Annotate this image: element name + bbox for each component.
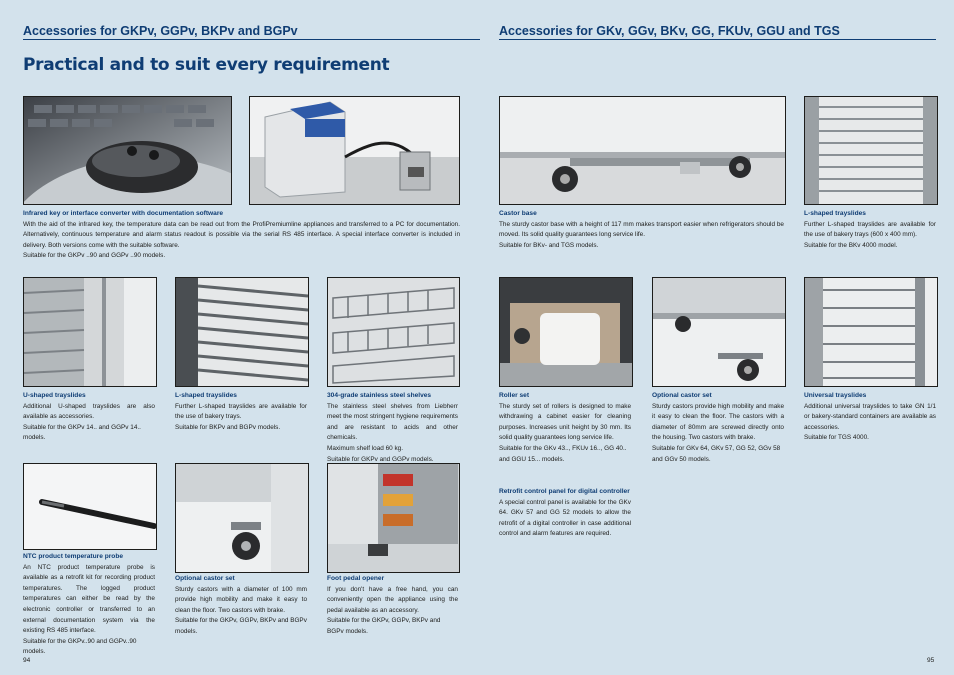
infrared-key-title: Infrared key or interface converter with documentation software — [23, 210, 224, 217]
photo-u-shaped-trayslides — [23, 277, 157, 387]
shelves-suitable: Suitable for GKPv and GGPv models. — [327, 455, 434, 463]
page-number-right: 95 — [927, 657, 935, 664]
optional-castor-right-title: Optional castor set — [652, 392, 712, 399]
foot-pedal-title: Foot pedal opener — [327, 575, 385, 582]
photo-l-shaped-trayslides-bkpv — [175, 277, 309, 387]
ntc-probe-suitable: Suitable for the GKPv..90 and GGPv..90 models. — [23, 637, 137, 656]
foot-pedal-body: If you don't have a free hand, you can conveniently open the appliance using the pedal available as an accessory. — [327, 585, 458, 614]
photo-optional-castor-set-left — [175, 463, 309, 573]
l-shaped-bkpv-title: L-shaped trayslides — [175, 392, 237, 399]
text-l-shaped-bkpv — [175, 391, 307, 433]
optional-castor-left-body: Sturdy castors with a diameter of 100 mm provide high mobility and make it easy to clean the floor. Two castors with brake. — [175, 585, 307, 614]
roller-set-suitable: Suitable for the GKv 43.., FKUv 16.., GG 40.. and GGU 15... models. — [499, 444, 627, 463]
text-optional-castor-right — [652, 391, 784, 465]
page-title: Practical and to suit every requirement — [23, 55, 390, 75]
right-page-header: Accessories for GKv, GGv, BKv, GG, FKUv, GGU and TGS — [499, 24, 840, 38]
text-u-shaped — [23, 391, 155, 444]
photo-optional-castor-set-right — [652, 277, 786, 387]
photo-interface-converter — [249, 96, 460, 205]
photo-ntc-probe — [23, 463, 157, 550]
text-foot-pedal — [327, 574, 458, 638]
l-shaped-bkv-title: L-shaped trayslides — [804, 210, 866, 217]
text-infrared-key — [23, 209, 460, 262]
right-header-rule — [499, 39, 936, 40]
photo-roller-set — [499, 277, 633, 387]
u-shaped-title: U-shaped trayslides — [23, 392, 86, 399]
l-shaped-bkv-body: Further L-shaped trayslides are available for the use of bakery trays (600 x 400 mm). — [804, 220, 936, 239]
photo-l-shaped-trayslides-bkv — [804, 96, 938, 205]
l-shaped-bkv-suitable: Suitable for the BKv 4000 model. — [804, 241, 898, 249]
photo-universal-trayslides — [804, 277, 938, 387]
u-shaped-suitable: Suitable for the GKPv 14.. and GGPv 14.. models. — [23, 423, 141, 442]
photo-foot-pedal-opener — [327, 463, 460, 573]
ntc-probe-title: NTC product temperature probe — [23, 553, 124, 560]
castor-base-suitable: Suitable for BKv- and TGS models. — [499, 241, 599, 249]
optional-castor-left-suitable: Suitable for the GKPv, GGPv, BKPv and BGPv models. — [175, 617, 307, 635]
optional-castor-left-title: Optional castor set — [175, 575, 235, 582]
text-roller-set — [499, 391, 631, 465]
l-shaped-bkpv-suitable: Suitable for BKPv and BGPv models. — [175, 423, 281, 431]
photo-castor-base — [499, 96, 786, 205]
castor-base-body: The sturdy castor base with a height of 117 mm makes transport easier when refrigerators should be moved. Its solid quality guarantees long service life. — [499, 220, 784, 239]
universal-title: Universal trayslides — [804, 392, 867, 399]
photo-infrared-key — [23, 96, 232, 205]
shelves-title: 304-grade stainless steel shelves — [327, 392, 432, 399]
retrofit-panel-title: Retrofit control panel for digital controller — [499, 488, 630, 495]
u-shaped-body: Additional U-shaped trayslides are also available as accessories. — [23, 402, 155, 421]
castor-base-title: Castor base — [499, 210, 537, 217]
optional-castor-right-body: Sturdy castors provide high mobility and make it easy to clean the floor. The castors with a diameter of 80mm are screwed directly onto the housing. Two castors with brake. — [652, 402, 784, 442]
ntc-probe-body: An NTC product temperature probe is available as a retrofit kit for recording product temperatures. The logged product temperatures can either be read by the electronic controller or transferred to an external documentation system via the existing RS 485 interface. — [23, 563, 155, 635]
text-universal — [804, 391, 936, 444]
left-header-rule — [23, 39, 480, 40]
infrared-key-body: With the aid of the infrared key, the temperature data can be read out from the ProfiPremiumline appliances and transferred to a PC for documentation. Alternatively, continuous temperature and alarm status readout is possible via the serial RS 485 interface. A special interface converter is included in delivery. Both versions come with the suitable software. — [23, 220, 460, 249]
universal-suitable: Suitable for TGS 4000. — [804, 434, 869, 442]
text-ntc-probe — [23, 552, 155, 658]
l-shaped-bkpv-body: Further L-shaped trayslides are available for the use of bakery trays. — [175, 402, 307, 421]
roller-set-body: The sturdy set of rollers is designed to make withdrawing a cabinet easier for cleaning purposes. Increases unit height by 30 mm. Its solid quality guarantees long service life. — [499, 402, 631, 442]
optional-castor-right-suitable: Suitable for GKv 64, GKv 57, GG 52, GGv 58 and GGv 50 models. — [652, 444, 781, 463]
shelves-body: The stainless steel shelves from Liebherr meet the most stringent hygiene requirements and are resistant to acids and other chemicals. — [327, 402, 458, 442]
left-page-header: Accessories for GKPv, GGPv, BKPv and BGPv — [23, 24, 298, 38]
page-number-left: 94 — [23, 657, 31, 664]
foot-pedal-suitable: Suitable for the GKPv, GGPv, BKPv and BGPv models. — [327, 617, 441, 635]
text-castor-base — [499, 209, 784, 251]
text-optional-castor-left — [175, 574, 307, 638]
universal-body: Additional universal trayslides to take GN 1/1 or bakery-standard containers are available as accessories. — [804, 402, 936, 431]
photo-stainless-steel-shelves — [327, 277, 460, 387]
roller-set-title: Roller set — [499, 392, 530, 399]
retrofit-panel-body: A special control panel is available for the GKv 64. GKv 57 and GG 52 models to allow the retrofit of a digital controller in case additional control and alarm features are required. — [499, 498, 631, 538]
text-l-shaped-bkv — [804, 209, 936, 251]
infrared-key-suitable: Suitable for the GKPv ..90 and GGPv ..90 models. — [23, 252, 166, 260]
shelves-load: Maximum shelf load 60 kg. — [327, 444, 404, 452]
text-retrofit-panel — [499, 487, 631, 540]
text-shelves — [327, 391, 458, 465]
